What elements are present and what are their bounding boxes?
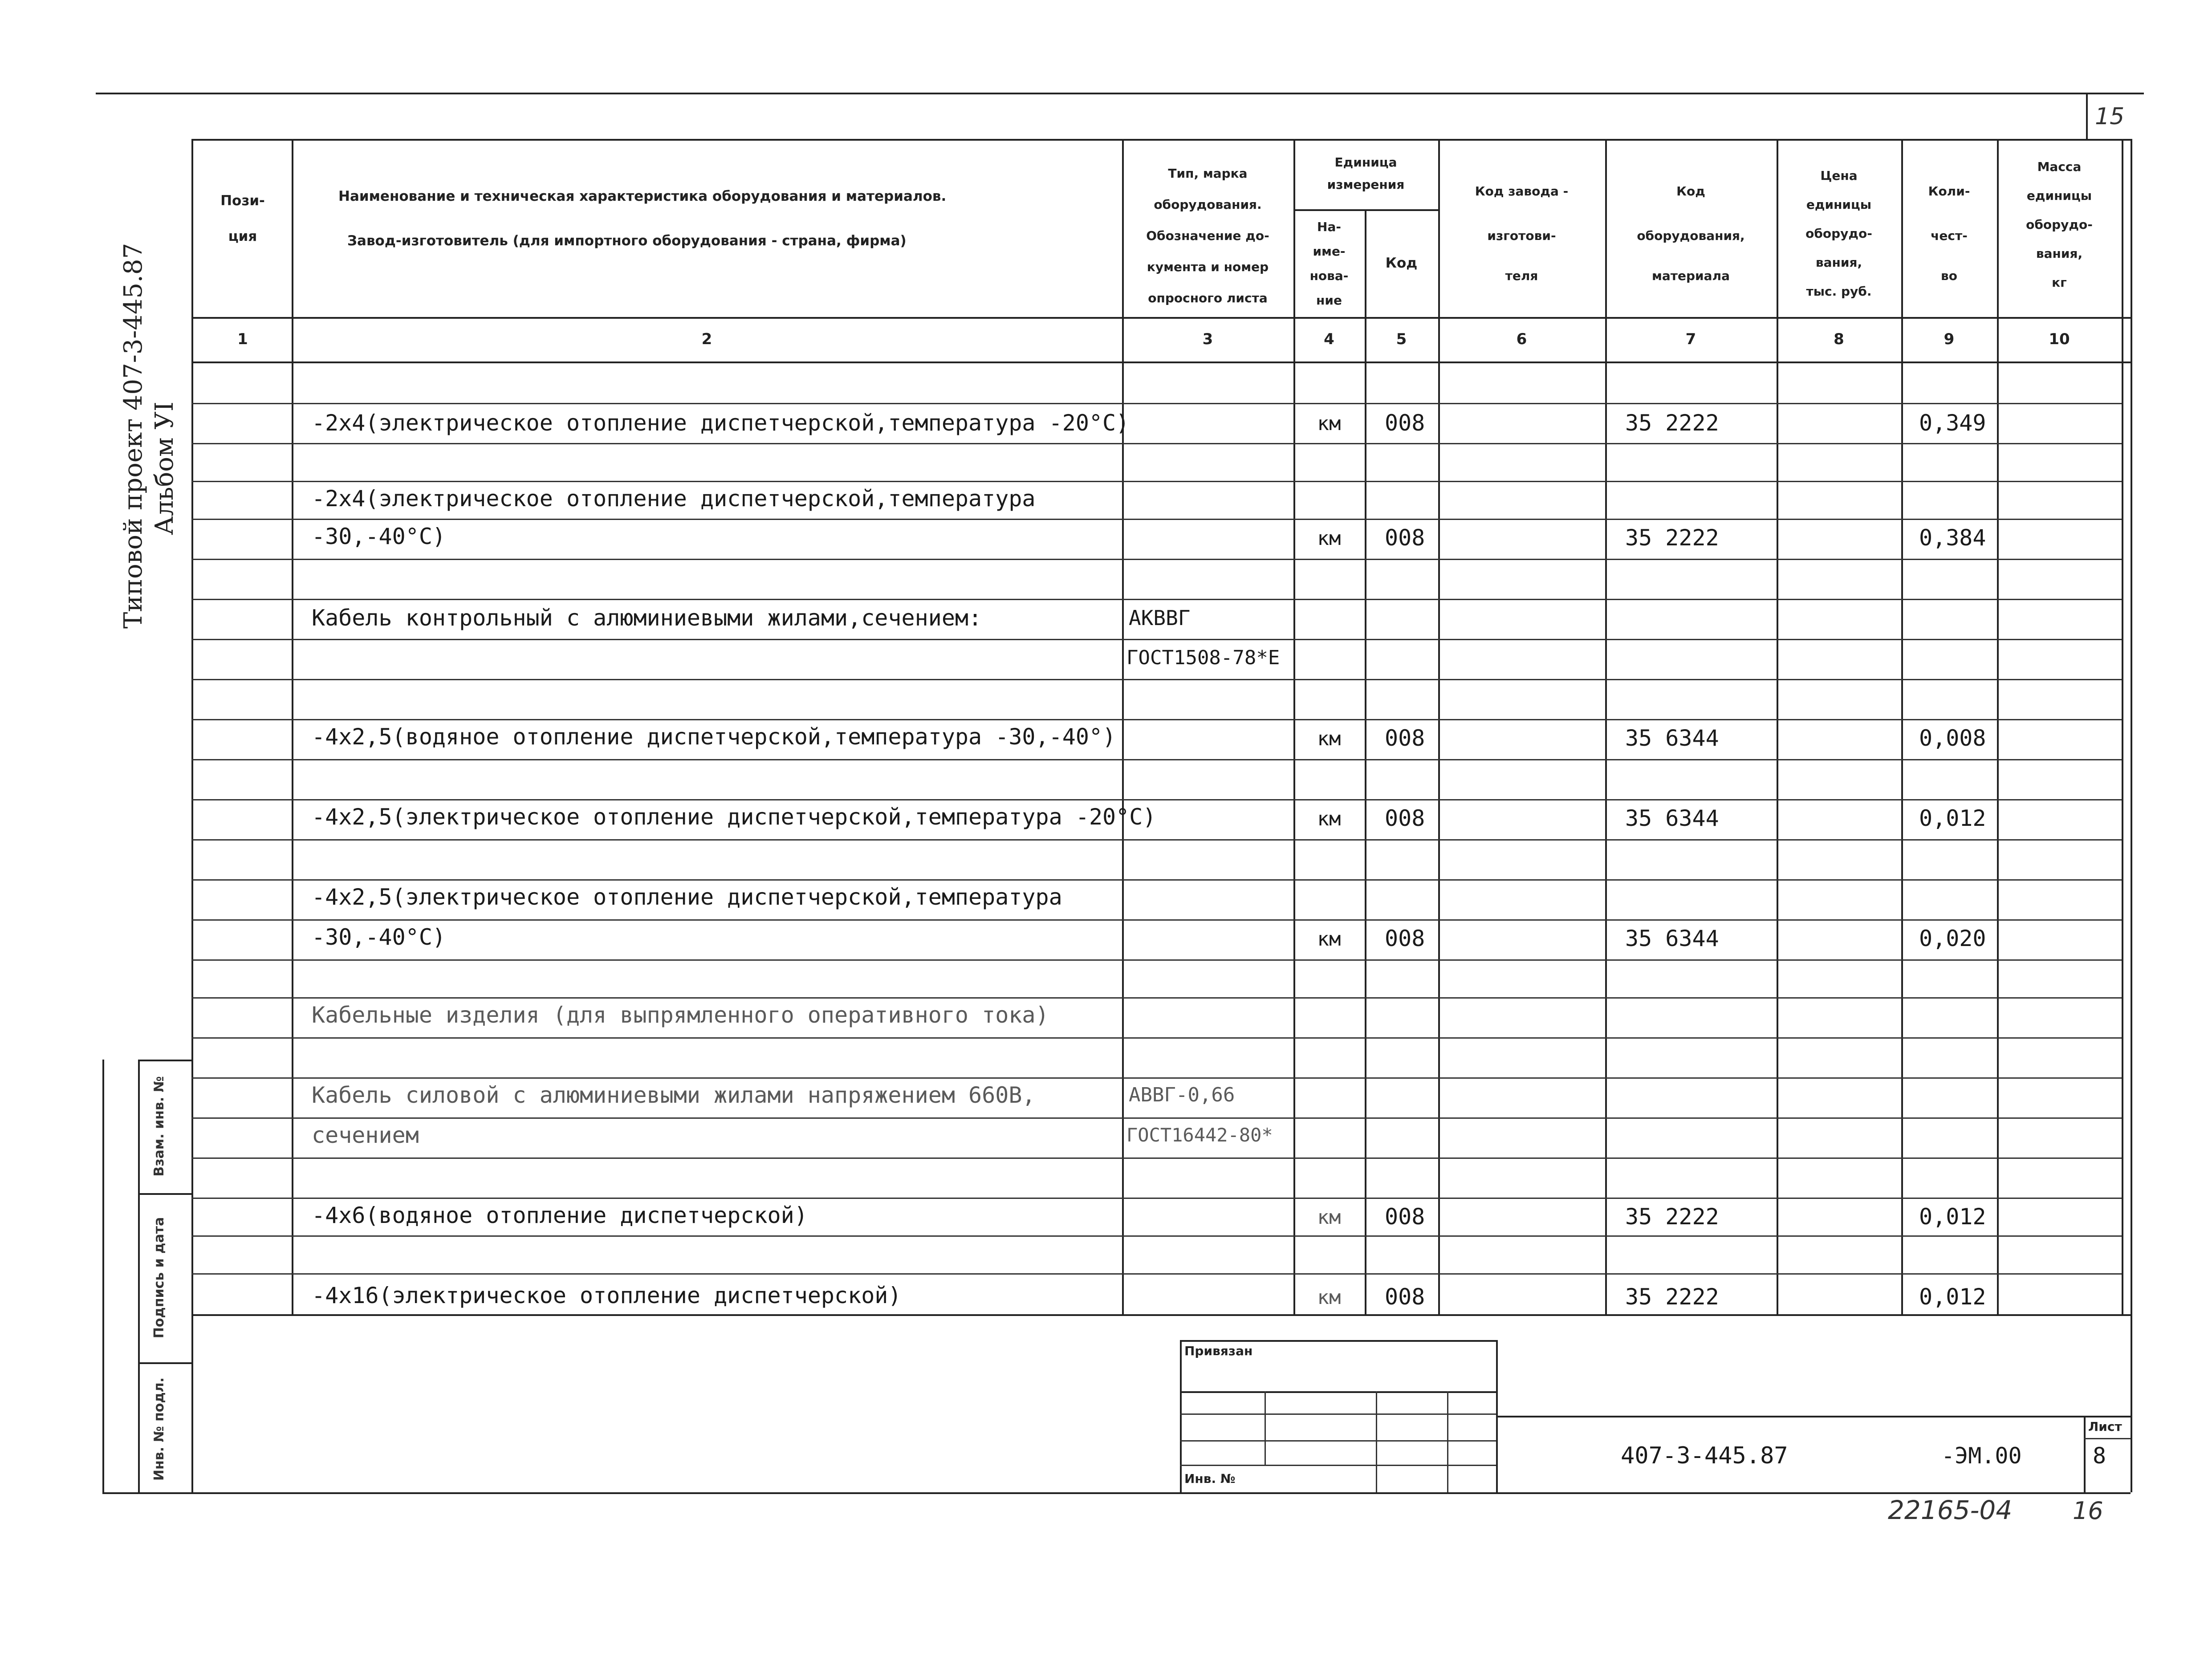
- stamp-top-rule: [1180, 1340, 1496, 1342]
- hdr-col1-line1: Пози-: [220, 193, 265, 209]
- row-rule: [191, 679, 2122, 680]
- hdr-col4-line4: ние: [1316, 293, 1342, 308]
- hdr-col10-line3: оборудо-: [2026, 217, 2093, 232]
- col-rule-8: [1901, 139, 1903, 1314]
- hdr-col9-line1: Коли-: [1928, 184, 1970, 199]
- corner-box-left: [2086, 93, 2088, 139]
- stamp-left-rule: [1180, 1340, 1182, 1492]
- colnum-3: 3: [1202, 330, 1213, 348]
- hdr-unit-group-line1: Единица: [1334, 155, 1397, 170]
- r5-name: -4x2,5(электрическое отопление диспетчерской,температура -20°С): [312, 804, 1156, 830]
- row-rule: [191, 1077, 2122, 1079]
- r10-name: -4x16(электрическое отопление диспетчерской): [312, 1283, 902, 1308]
- r5-code7: 35 6344: [1625, 805, 1719, 831]
- r1-name: -2x4(электрическое отопление диспетчерской,температура -20°С): [312, 410, 1130, 436]
- stamp-list-label: Лист: [2088, 1419, 2122, 1434]
- binding-margin-line: [102, 1060, 104, 1492]
- row-rule: [191, 959, 2122, 961]
- list-block-mid-rule: [2084, 1438, 2131, 1439]
- col-rule-6: [1605, 139, 1607, 1314]
- hdr-col3-line3: Обозначение до-: [1146, 228, 1269, 243]
- row-rule: [191, 997, 2122, 999]
- sheet-corner-number: 15: [2095, 103, 2125, 130]
- row-rule: [191, 799, 2122, 800]
- hdr-col8-line4: вания,: [1815, 255, 1862, 270]
- colnum-4: 4: [1324, 330, 1334, 348]
- hdr-col3-line1: Тип, марка: [1168, 166, 1248, 181]
- row-rule: [191, 403, 2122, 404]
- hdr-col9-line3: во: [1941, 268, 1957, 283]
- colnum-9: 9: [1944, 330, 1955, 348]
- stamp-row-2: [138, 1193, 191, 1195]
- hdr-col4-line1: На-: [1317, 219, 1341, 234]
- stamp-privyazan: Привязан: [1184, 1344, 1253, 1358]
- hdr-col10-line4: вания,: [2036, 246, 2083, 261]
- r5-unit: км: [1317, 808, 1341, 830]
- stamp-doc-mark: -ЭМ.00: [1941, 1443, 2022, 1469]
- row-rule: [191, 599, 2122, 600]
- col-rule-3: [1293, 139, 1295, 1314]
- stamp-col-rule: [1447, 1391, 1448, 1492]
- r2-code7: 35 2222: [1625, 525, 1719, 551]
- hdr-col4-line3: нова-: [1309, 268, 1349, 283]
- table-bottom-rule: [191, 1314, 2131, 1316]
- r2-name-line1: -2x4(электрическое отопление диспетчерской,температура: [312, 486, 1036, 512]
- row-rule: [191, 1037, 2122, 1039]
- stamp-inv-no: Инв. №: [1184, 1471, 1236, 1486]
- r3-type-line2: ГОСТ1508-78*Е: [1126, 646, 1280, 669]
- col-rule-9: [1997, 139, 1999, 1314]
- stamp-label-vzam: Взам. инв. №: [151, 1076, 167, 1177]
- hdr-col6-line1: Код завода -: [1475, 184, 1569, 199]
- unit-group-rule: [1293, 209, 1438, 211]
- stamp-label-inv: Инв. № подл.: [151, 1377, 167, 1481]
- colnum-5: 5: [1396, 330, 1407, 348]
- hdr-col8-line2: единицы: [1806, 197, 1872, 212]
- hdr-col2-line1: Наименование и техническая характеристика оборудования и материалов.: [338, 188, 947, 204]
- r1-qty: 0,349: [1919, 410, 1986, 436]
- hdr-col9-line2: чест-: [1931, 228, 1968, 243]
- r9-name: -4x6(водяное отопление диспетчерской): [312, 1202, 808, 1228]
- r5-qty: 0,012: [1919, 805, 1986, 831]
- hdr-col5: Код: [1385, 255, 1418, 271]
- hdr-col4-line2: име-: [1313, 244, 1346, 259]
- col-rule-1: [292, 139, 293, 1314]
- r4-name: -4x2,5(водяное отопление диспетчерской,температура -30,-40°): [312, 724, 1116, 750]
- r4-unit: км: [1317, 727, 1341, 750]
- r2-code5: 008: [1385, 525, 1425, 551]
- r2-name-line2: -30,-40°С): [312, 524, 446, 549]
- r6-code7: 35 6344: [1625, 926, 1719, 951]
- stamp-doc-code: 407-3-445.87: [1621, 1442, 1788, 1469]
- r8-name-line2: сечением: [312, 1122, 419, 1148]
- r6-code5: 008: [1385, 926, 1425, 951]
- r8-type-line2: ГОСТ16442-80*: [1126, 1124, 1273, 1146]
- stamp-col-rule: [1376, 1391, 1377, 1492]
- archive-number: 22165-04: [1888, 1495, 2013, 1525]
- row-rule: [191, 839, 2122, 841]
- r4-qty: 0,008: [1919, 725, 1986, 751]
- r1-unit: км: [1317, 412, 1341, 435]
- stamp-list-no: 8: [2093, 1443, 2106, 1469]
- r2-qty: 0,384: [1919, 525, 1986, 551]
- list-block-left-rule: [2084, 1416, 2086, 1492]
- stamp-row-1: [138, 1060, 191, 1061]
- colnum-7: 7: [1685, 330, 1696, 348]
- r1-code7: 35 2222: [1625, 410, 1719, 436]
- row-rule: [191, 1117, 2122, 1119]
- row-rule: [191, 443, 2122, 444]
- hdr-col7-line1: Код: [1676, 184, 1705, 199]
- col-rule-5: [1438, 139, 1440, 1314]
- stamp-row-rule: [1180, 1465, 1496, 1466]
- stamp-col-divider: [138, 1060, 140, 1492]
- frame-top-border: [191, 139, 2131, 141]
- hdr-col8-line3: оборудо-: [1805, 226, 1872, 241]
- r2-unit: км: [1317, 527, 1341, 550]
- hdr-col8-line5: тыс. руб.: [1806, 284, 1872, 299]
- row-rule: [191, 759, 2122, 760]
- r6-qty: 0,020: [1919, 926, 1986, 951]
- hdr-col7-line2: оборудования,: [1637, 228, 1745, 243]
- row-rule: [191, 559, 2122, 560]
- hdr-col10-line2: единицы: [2026, 188, 2092, 203]
- r7-name: Кабельные изделия (для выпрямленного оперативного тока): [312, 1002, 1049, 1028]
- stamp-row-3: [138, 1362, 191, 1364]
- hdr-unit-group-line2: измерения: [1327, 177, 1405, 192]
- colnum-6: 6: [1516, 330, 1527, 348]
- page-top-rule: [96, 93, 2144, 94]
- row-rule: [191, 919, 2122, 921]
- r10-code7: 35 2222: [1625, 1284, 1719, 1310]
- row-rule: [191, 879, 2122, 881]
- side-album-title: Альбом УI: [150, 402, 179, 535]
- hdr-col7-line3: материала: [1652, 268, 1730, 283]
- stamp-label-podpis: Подпись и дата: [151, 1217, 167, 1339]
- hdr-col10-line5: кг: [2052, 275, 2067, 290]
- colnum-2: 2: [701, 330, 712, 348]
- hdr-col3-line4: кумента и номер: [1147, 260, 1269, 274]
- hdr-col2-line2: Завод-изготовитель (для импортного оборудования - страна, фирма): [347, 233, 907, 249]
- row-rule: [191, 1235, 2122, 1237]
- col-rule-7: [1777, 139, 1778, 1314]
- r9-qty: 0,012: [1919, 1204, 1986, 1230]
- col-rule-4: [1365, 209, 1366, 1314]
- stamp-row-rule: [1180, 1440, 1496, 1442]
- side-project-title: Типовой проект 407-3-445.87: [119, 243, 148, 629]
- r6-unit: км: [1317, 928, 1341, 950]
- row-rule: [191, 1157, 2122, 1159]
- frame-left-border: [191, 139, 193, 1492]
- r3-name: Кабель контрольный с алюминиевыми жилами,сечением:: [312, 605, 982, 631]
- row-rule: [191, 1273, 2122, 1275]
- hdr-col3-line5: опросного листа: [1148, 291, 1268, 305]
- frame-right-border: [2131, 139, 2132, 1492]
- frame-bottom-border: [102, 1492, 2131, 1494]
- r4-code5: 008: [1385, 725, 1425, 751]
- r1-code5: 008: [1385, 410, 1425, 436]
- colnum-8: 8: [1834, 330, 1844, 348]
- r10-unit: км: [1317, 1286, 1341, 1309]
- archive-page: 16: [2073, 1497, 2103, 1525]
- r9-unit: км: [1317, 1206, 1341, 1229]
- hdr-col1-line2: ция: [228, 228, 257, 244]
- col-rule-10: [2122, 139, 2123, 1314]
- r5-code5: 008: [1385, 805, 1425, 831]
- r9-code5: 008: [1385, 1204, 1425, 1230]
- hdr-col6-line3: теля: [1505, 268, 1538, 283]
- r6-name-line1: -4x2,5(электрическое отопление диспетчерской,температура: [312, 884, 1062, 910]
- r10-qty: 0,012: [1919, 1284, 1986, 1310]
- r3-type-line1: АКВВГ: [1129, 606, 1191, 630]
- hdr-col6-line2: изготови-: [1487, 228, 1556, 243]
- stamp-col-rule: [1265, 1391, 1266, 1465]
- r9-code7: 35 2222: [1625, 1204, 1719, 1230]
- hdr-col3-line2: оборудования.: [1154, 197, 1262, 212]
- r6-name-line2: -30,-40°С): [312, 924, 446, 950]
- stamp-row-rule: [1180, 1391, 1496, 1393]
- doc-block-top-rule: [1496, 1416, 2131, 1417]
- row-rule: [191, 719, 2122, 720]
- r10-code5: 008: [1385, 1284, 1425, 1310]
- r8-type-line1: АВВГ-0,66: [1129, 1084, 1235, 1106]
- colnum-10: 10: [2049, 330, 2070, 348]
- stamp-row-rule: [1180, 1413, 1496, 1415]
- hdr-col10-line1: Масса: [2037, 159, 2082, 174]
- colnum-1: 1: [237, 330, 248, 348]
- hdr-col8-line1: Цена: [1820, 168, 1858, 183]
- row-rule: [191, 481, 2122, 482]
- row-rule: [191, 519, 2122, 520]
- col-rule-2: [1122, 139, 1124, 1314]
- row-rule: [191, 1198, 2122, 1199]
- row-rule: [191, 639, 2122, 640]
- r8-name-line1: Кабель силовой с алюминиевыми жилами напряжением 660В,: [312, 1082, 1036, 1108]
- r4-code7: 35 6344: [1625, 725, 1719, 751]
- colnum-bottom-rule: [191, 361, 2131, 363]
